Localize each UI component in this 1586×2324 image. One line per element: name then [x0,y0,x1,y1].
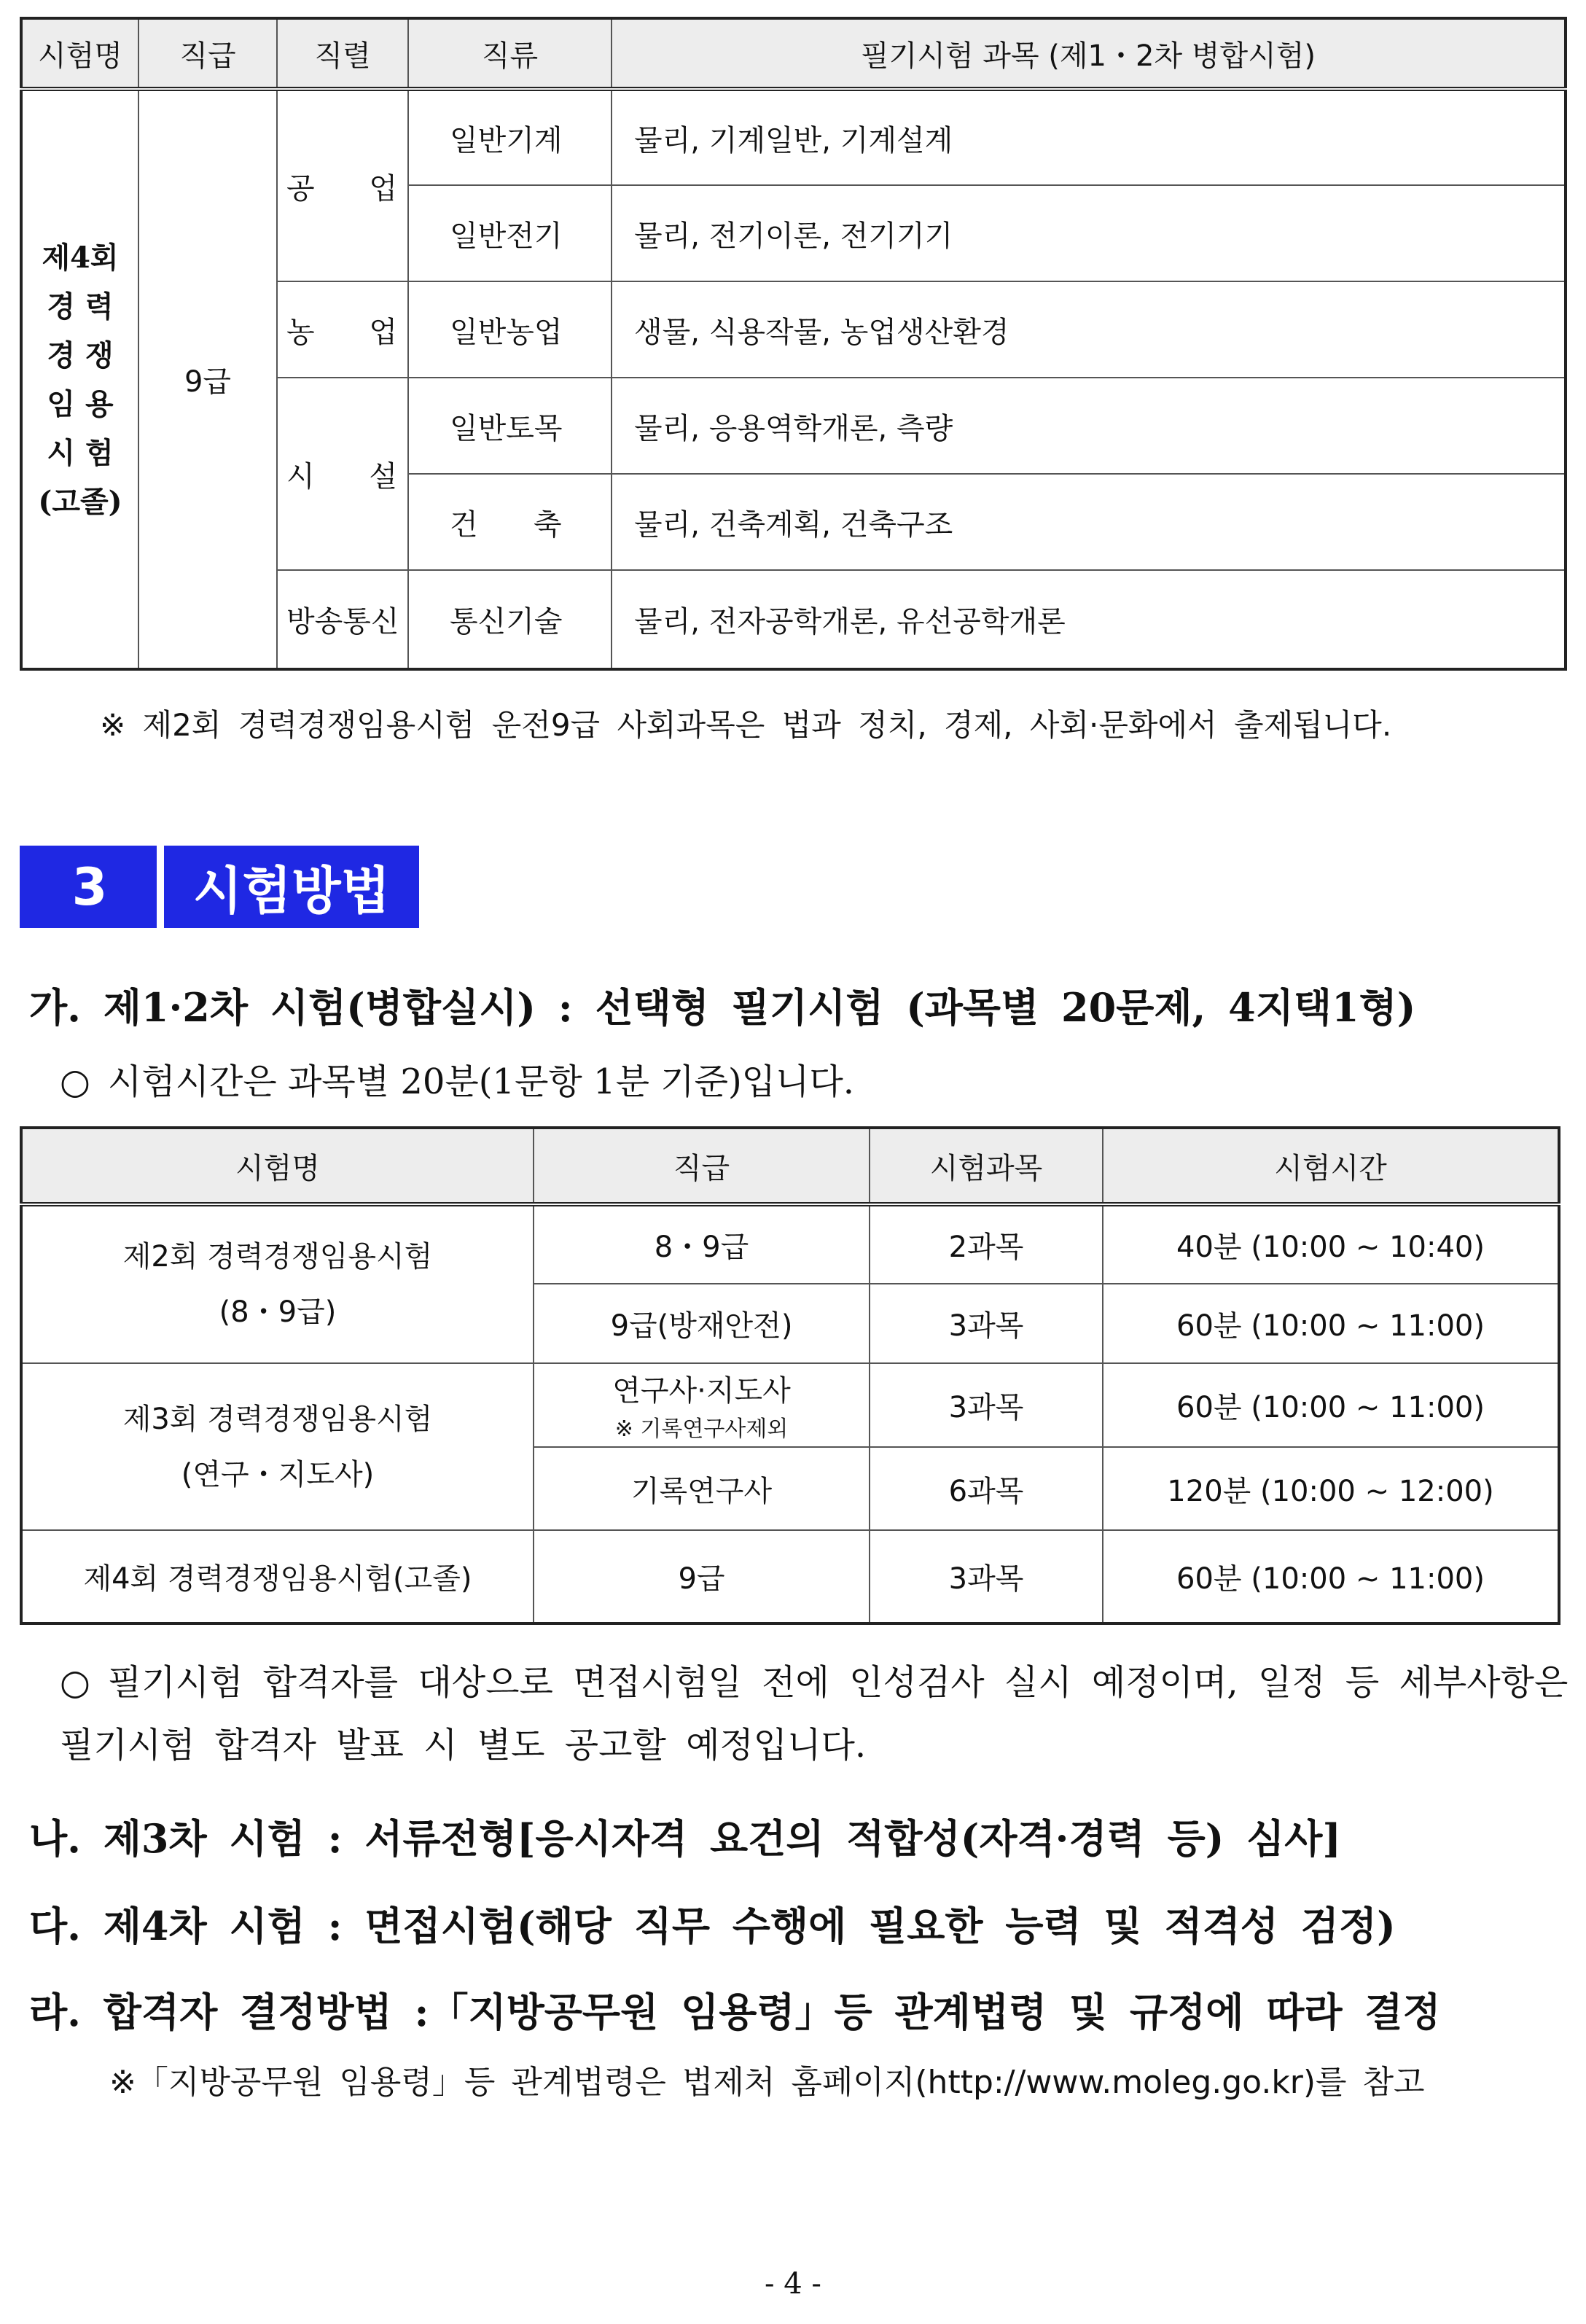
exam-name-line: (8・9급) [219,1295,337,1329]
table-row [21,1204,1559,1284]
bullet-exam-time [60,1053,854,1104]
series-cell-si [277,378,408,570]
subjects-cell: 물리, 전자공학개론, 유선공학개론 [612,570,1566,669]
header-series: 직렬 [277,18,408,89]
exam-time-cell: 120분 (10:00 ~ 12:00) [1103,1447,1559,1530]
subject-count-cell: 3과목 [870,1284,1103,1363]
exam-name-line: (연구・지도사) [181,1457,375,1492]
grade-text: 연구사·지도사 [612,1374,791,1408]
grade-cell: 기록연구사 [534,1447,870,1530]
grade-cell [534,1363,870,1447]
table-row [21,1530,1559,1623]
bullet-symbol: ○ [60,1662,90,1703]
exam-name-line: 시 험 [47,435,114,470]
category-cell: 일반기계 [408,89,612,185]
header-category: 직류 [408,18,612,89]
series-cell-bangsong: 방송통신 [277,570,408,669]
subjects-table-header [21,18,1566,89]
exam-time-cell: 60분 (10:00 ~ 11:00) [1103,1363,1559,1447]
series-char: 설 [369,459,397,494]
header-exam-time: 시험시간 [1103,1128,1559,1204]
note-driving-subjects: ※ 제2회 경력경쟁임용시험 운전9급 사회과목은 법과 정치, 경제, 사회·문화에서 출제됩니다. [100,707,1392,743]
section-title: 시험방법 [157,846,419,928]
series-char: 업 [369,315,397,349]
category-cell: 일반농업 [408,281,612,378]
heading-ga: 가. 제1·2차 시험(병합실시) : 선택형 필기시험 (과목별 20문제, 4지택1형) [29,984,1416,1031]
exam-time-cell: 60분 (10:00 ~ 11:00) [1103,1530,1559,1623]
grade-cell: 8・9급 [534,1204,870,1284]
bullet-text: 시험시간은 과목별 20분(1문항 1분 기준)입니다. [107,1061,855,1102]
heading-ra: 라. 합격자 결정방법 :「지방공무원 임용령」등 관계법령 및 규정에 따라 결정 [29,1989,1441,2035]
subjects-cell: 물리, 전기이론, 전기기기 [612,185,1566,281]
header-exam-name: 시험명 [21,1128,534,1204]
exam-time-table [20,1126,1560,1625]
exam-name-line: (고졸) [38,484,122,519]
header-exam-name: 시험명 [21,18,138,89]
series-char: 공 [286,171,315,206]
exam-name-cell [21,1363,534,1530]
header-subject-count: 시험과목 [870,1128,1103,1204]
page-number: - 4 - [765,2267,821,2301]
bullet-personality-test [60,1651,1569,1777]
subject-count-cell: 3과목 [870,1530,1103,1623]
exam-time-cell: 40분 (10:00 ~ 10:40) [1103,1204,1559,1284]
exam-name-line: 임 용 [47,386,114,421]
exam-name-line: 경 쟁 [47,338,114,373]
grade-cell: 9급(방재안전) [534,1284,870,1363]
subjects-cell: 물리, 기계일반, 기계설계 [612,89,1566,185]
heading-na: 나. 제3차 시험 : 서류전형[응시자격 요건의 적합성(자격·경력 등) 심사] [29,1815,1341,1862]
category-cell: 일반전기 [408,185,612,281]
exam-name-cell [21,89,138,669]
exam-name-line: 제4회 [42,240,119,275]
series-cell-nong [277,281,408,378]
exam-name-line: 제2회 경력경쟁임용시험 [122,1240,433,1274]
subjects-cell: 물리, 응용역학개론, 측량 [612,378,1566,474]
grade-cell: 9급 [138,89,277,669]
category-cell: 통신기술 [408,570,612,669]
grade-note: ※ 기록연구사제외 [614,1416,789,1442]
heading-da: 다. 제4차 시험 : 면접시험(해당 직무 수행에 필요한 능력 및 적격성 검정) [29,1903,1396,1949]
subjects-table [20,17,1567,671]
subject-count-cell: 3과목 [870,1363,1103,1447]
subject-count-cell: 6과목 [870,1447,1103,1530]
exam-name-line: 경 력 [47,289,114,324]
exam-name-line: 제3회 경력경쟁임용시험 [122,1402,433,1436]
bullet-text: 필기시험 합격자를 대상으로 면접시험일 전에 인성검사 실시 예정이며, 일정 등 세부사항은 필기시험 합격자 발표 시 별도 공고할 예정입니다. [60,1662,1569,1766]
section-number: 3 [20,846,160,928]
table-row [21,1363,1559,1447]
exam-time-table-header [21,1128,1559,1204]
series-char: 업 [369,171,397,206]
exam-name-cell: 제4회 경력경쟁임용시험(고졸) [21,1530,534,1623]
subject-count-cell: 2과목 [870,1204,1103,1284]
header-subjects: 필기시험 과목 (제1・2차 병합시험) [612,18,1566,89]
subjects-cell: 물리, 건축계획, 건축구조 [612,474,1566,570]
subjects-cell: 생물, 식용작물, 농업생산환경 [612,281,1566,378]
series-char: 시 [286,459,315,494]
exam-time-cell: 60분 (10:00 ~ 11:00) [1103,1284,1559,1363]
category-cell: 건 축 [408,474,612,570]
series-char: 농 [286,315,315,349]
category-cell: 일반토목 [408,378,612,474]
header-grade: 직급 [138,18,277,89]
note-law-reference: ※「지방공무원 임용령」등 관계법령은 법제처 홈페이지(http://www.moleg.go.kr)를 참고 [109,2064,1425,2101]
grade-cell: 9급 [534,1530,870,1623]
series-cell-gong [277,89,408,281]
exam-name-cell [21,1204,534,1363]
header-grade: 직급 [534,1128,870,1204]
bullet-symbol: ○ [60,1061,90,1102]
table-row [21,89,1566,185]
